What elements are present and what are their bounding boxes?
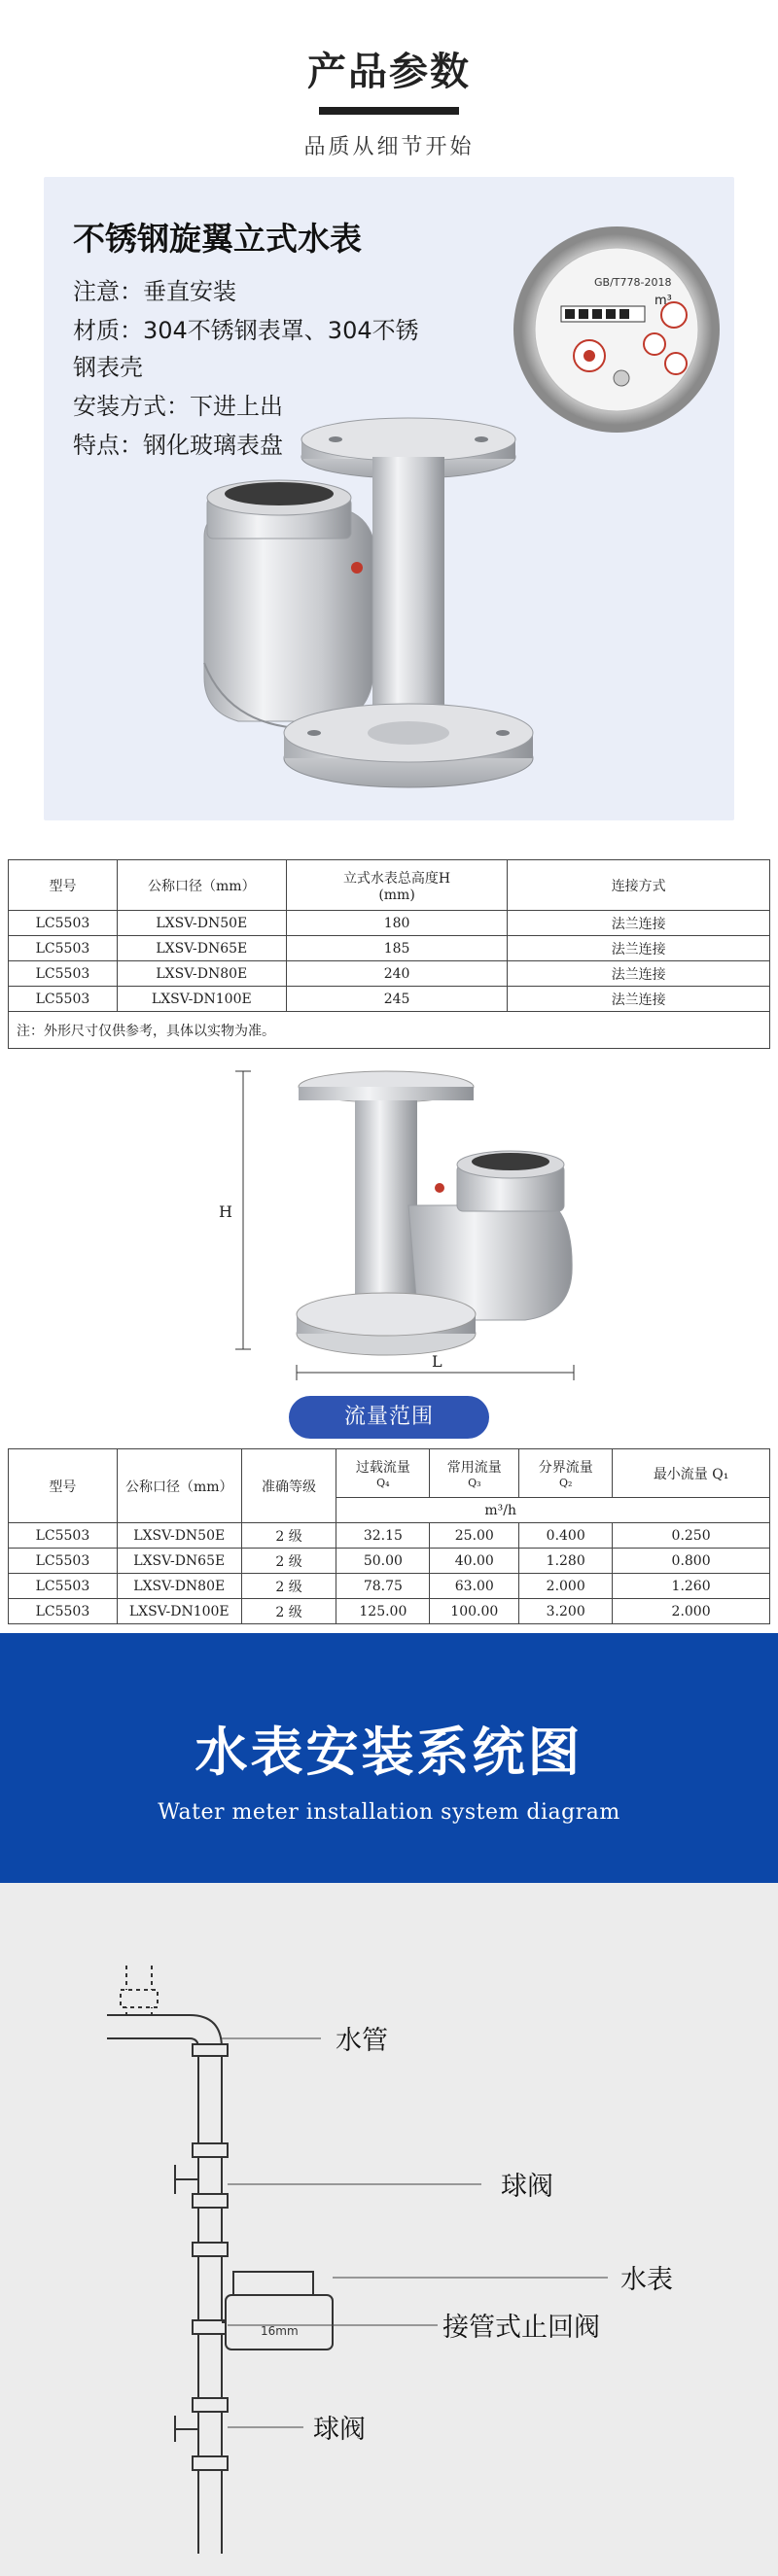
label-ball-valve-lower: 球阀 [313,2415,366,2445]
col-header-line: 分界流量 [538,1460,593,1476]
table-cell: LC5503 [9,911,118,936]
spec-label: 安装方式： [73,393,190,420]
banner-subtitle: Water meter installation system diagram [158,1800,620,1825]
table-cell: 2 级 [241,1574,336,1599]
col-header [519,1449,613,1498]
table-cell: 1.280 [519,1549,613,1574]
flow-range-button[interactable]: 流量范围 [289,1396,489,1439]
table-cell: 法兰连接 [508,911,770,936]
table-cell: 240 [286,961,508,987]
table-cell: 法兰连接 [508,961,770,987]
table-cell: 32.15 [336,1523,430,1549]
table-cell: 0.250 [613,1523,770,1549]
title-underline [319,107,459,115]
spec-value: 垂直安装 [143,278,236,305]
table-cell: LXSV-DN80E [117,1574,241,1599]
table-cell: 1.260 [613,1574,770,1599]
product-name: 不锈钢旋翼立式水表 [73,220,362,258]
product-panel [44,177,734,820]
spec-value: 304不锈钢表罩、304不锈 [143,317,419,344]
col-header: 准确等级 [241,1449,336,1523]
col-header-line: 过载流量 [355,1460,410,1476]
dimension-drawing [0,1060,778,1390]
table-note: 注：外形尺寸仅供参考，具体以实物为准。 [9,1012,770,1049]
table-cell: 78.75 [336,1574,430,1599]
label-water-pipe: 水管 [336,2026,388,2056]
table-header-row [9,1449,770,1498]
table-cell: 0.800 [613,1549,770,1574]
spec-value: 钢表壳 [73,354,143,381]
col-header: 最小流量 Q₁ [613,1449,770,1498]
col-header: 型号 [9,1449,118,1523]
table-cell: LC5503 [9,987,118,1012]
table-row [9,911,770,936]
col-header: 公称口径（mm） [117,1449,241,1523]
table-cell: 3.200 [519,1599,613,1624]
table-cell: 180 [286,911,508,936]
table-cell: LXSV-DN50E [117,1523,241,1549]
page-title: 产品参数 [307,50,471,94]
table-cell: LXSV-DN65E [117,936,286,961]
table-cell: 100.00 [430,1599,519,1624]
col-header [286,860,508,911]
table-cell: 63.00 [430,1574,519,1599]
col-header-line: 常用流量 [446,1460,502,1476]
col-header-line: 立式水表总高度H [342,870,451,887]
table-cell: 0.400 [519,1523,613,1549]
table-cell: LC5503 [9,1599,118,1624]
pipe-schematic [0,1883,778,2576]
col-header-symbol: Q₃ [468,1477,481,1489]
table-cell: 245 [286,987,508,1012]
table-cell: LC5503 [9,1523,118,1549]
table-cell: LXSV-DN80E [117,961,286,987]
spec-value: 钢化玻璃表盘 [143,432,283,459]
label-water-meter: 水表 [620,2265,673,2295]
spec-value: 下进上出 [190,393,283,420]
table-cell: 2.000 [519,1574,613,1599]
table-cell: 125.00 [336,1599,430,1624]
dial-standard: GB/T778-2018 [594,276,672,289]
table-row [9,936,770,961]
table-row [9,1599,770,1624]
table-cell: LC5503 [9,1574,118,1599]
table-cell: 2 级 [241,1549,336,1574]
table-cell: 185 [286,936,508,961]
unit-cell: m³/h [336,1498,770,1523]
table-cell: 25.00 [430,1523,519,1549]
col-header-unit: (mm) [378,887,415,903]
page-subtitle: 品质从细节开始 [303,135,475,159]
table-cell: LXSV-DN100E [117,1599,241,1624]
table-row [9,1574,770,1599]
dimension-h-label: H [219,1202,232,1221]
table-cell: 法兰连接 [508,936,770,961]
table-cell: LC5503 [9,961,118,987]
table-cell: LXSV-DN100E [117,987,286,1012]
dimension-table [8,859,770,1049]
col-header [336,1449,430,1498]
installation-banner [0,1633,778,1883]
table-row [9,1549,770,1574]
flow-table [8,1448,770,1624]
table-cell: 40.00 [430,1549,519,1574]
table-cell: 2 级 [241,1523,336,1549]
table-row [9,987,770,1012]
table-note-row [9,1012,770,1049]
table-cell: 2 级 [241,1599,336,1624]
col-header: 公称口径（mm） [117,860,286,911]
table-cell: LXSV-DN50E [117,911,286,936]
col-header: 型号 [9,860,118,911]
col-header-symbol: Q₄ [376,1477,390,1489]
spec-label: 特点： [73,432,143,459]
spec-label: 注意： [73,278,143,305]
table-row [9,961,770,987]
table-cell: 法兰连接 [508,987,770,1012]
installation-diagram [0,1883,778,2576]
water-meter-illustration [44,177,734,820]
banner-title: 水表安装系统图 [194,1721,584,1783]
table-cell: LC5503 [9,936,118,961]
spec-label: 材质： [73,317,143,344]
col-header-symbol: Q₂ [559,1477,573,1489]
label-ball-valve-upper: 球阀 [501,2172,553,2202]
dimension-l-label: L [432,1352,442,1371]
col-header: 连接方式 [508,860,770,911]
table-row [9,1523,770,1549]
col-header [430,1449,519,1498]
table-cell: 50.00 [336,1549,430,1574]
table-cell: 2.000 [613,1599,770,1624]
svg-text:16mm: 16mm [261,2324,299,2338]
label-check-valve: 接管式止回阀 [442,2313,600,2343]
table-header-row [9,860,770,911]
section-header [0,0,778,170]
dial-unit: m³ [654,294,672,308]
table-cell: LC5503 [9,1549,118,1574]
table-cell: LXSV-DN65E [117,1549,241,1574]
